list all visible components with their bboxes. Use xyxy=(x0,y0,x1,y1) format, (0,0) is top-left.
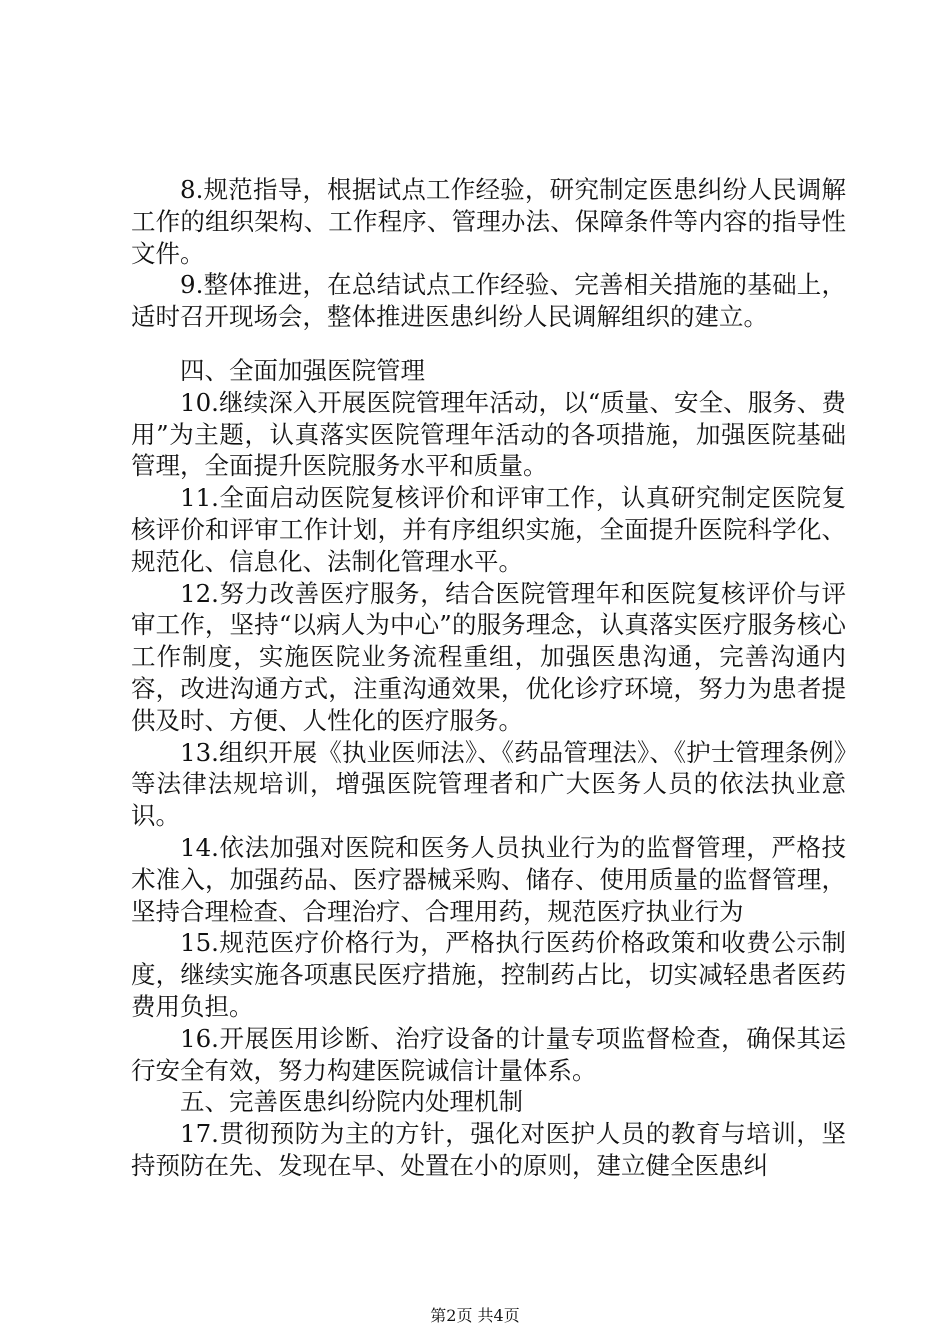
paragraph-12: 12.努力改善医疗服务，结合医院管理年和医院复核评价与评审工作，坚持“以病人为中心”的服务理念，认真落实医疗服务核心工作制度，实施医院业务流程重组，加强医患沟通，完善沟通内容，改进沟通方式，注重沟通效果，优化诊疗环境，努力为患者提供及时、方便、人性化的医疗服务。 xyxy=(131,578,846,735)
paragraph-15: 15.规范医疗价格行为，严格执行医药价格政策和收费公示制度，继续实施各项惠民医疗措施，控制药占比，切实减轻患者医药费用负担。 xyxy=(131,928,846,1021)
paragraph-10: 10.继续深入开展医院管理年活动，以“质量、安全、服务、费用”为主题，认真落实医院管理年活动的各项措施，加强医院基础管理，全面提升医院服务水平和质量。 xyxy=(131,387,846,481)
paragraph-9: 9.整体推进，在总结试点工作经验、完善相关措施的基础上，适时召开现场会，整体推进医患纠纷人民调解组织的建立。 xyxy=(131,270,846,332)
section-heading-4: 四、全面加强医院管理 xyxy=(180,355,425,385)
section-gap xyxy=(131,333,846,355)
paragraph-16: 16.开展医用诊断、治疗设备的计量专项监督检查，确保其运行安全有效，努力构建医院诚信计量体系。 xyxy=(131,1023,846,1085)
paragraph-14: 14.依法加强对医院和医务人员执业行为的监督管理，严格技术准入，加强药品、医疗器械采购、储存、使用质量的监督管理，坚持合理检查、合理治疗、合理用药，规范医疗执业行为 xyxy=(131,832,846,926)
document-body xyxy=(131,174,846,1182)
paragraph-13: 13.组织开展《执业医师法》、《药品管理法》、《护士管理条例》等法律法规培训，增强医院管理者和广大医务人员的依法执业意识。 xyxy=(131,737,846,831)
paragraph-8: 8.规范指导，根据试点工作经验，研究制定医患纠纷人民调解工作的组织架构、工作程序、管理办法、保障条件等内容的指导性文件。 xyxy=(131,175,846,268)
paragraph-11: 11.全面启动医院复核评价和评审工作，认真研究制定医院复核评价和评审工作计划，并有序组织实施，全面提升医院科学化、规范化、信息化、法制化管理水平。 xyxy=(131,483,846,576)
page-footer: 第2页 共4页 xyxy=(430,1306,520,1325)
section-heading-5: 五、完善医患纠纷院内处理机制 xyxy=(180,1087,523,1117)
paragraph-17: 17.贯彻预防为主的方针，强化对医护人员的教育与培训，坚持预防在先、发现在早、处置在小的原则，建立健全医患纠 xyxy=(131,1119,846,1180)
